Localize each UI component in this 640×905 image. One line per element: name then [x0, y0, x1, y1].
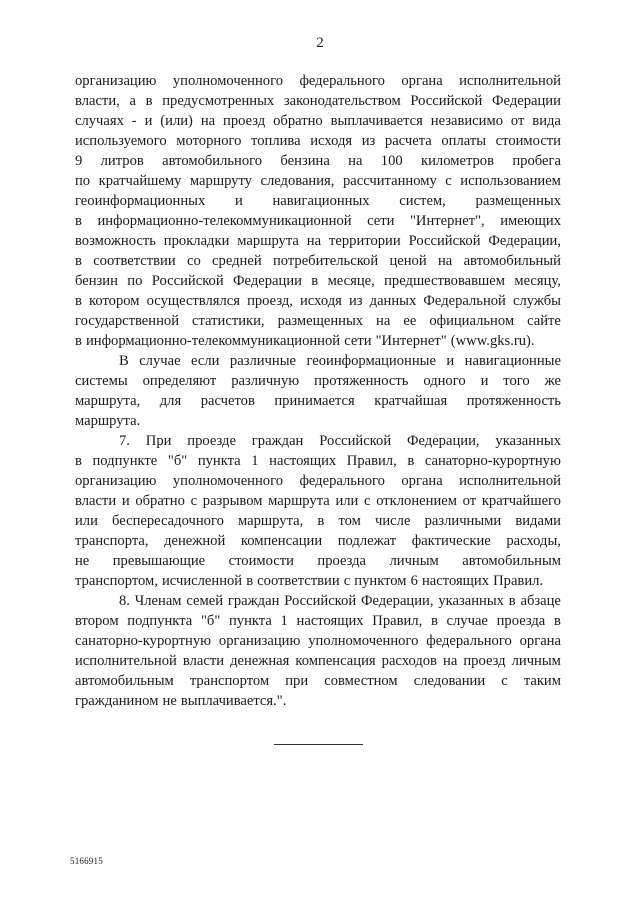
text-line: случаях - и (или) на проезд обратно выплачивается независимо от вида	[75, 113, 561, 129]
text-line: не превышающие стоимости проезда личным автомобильным	[75, 553, 561, 569]
text-line: возможность прокладки маршрута на территории Российской Федерации,	[75, 233, 561, 249]
text-line: государственной статистики, размещенных на ее официальном сайте	[75, 313, 561, 329]
paragraph	[75, 431, 561, 591]
text-line: 9 литров автомобильного бензина на 100 километров пробега	[75, 153, 561, 169]
text-line: 8. Членам семей граждан Российской Федерации, указанных в абзаце	[119, 593, 561, 609]
page-number: 2	[316, 35, 324, 51]
text-line: гражданином не выплачивается.".	[75, 693, 287, 709]
text-line: транспортом, исчисленной в соответствии с пунктом 6 настоящих Правил.	[75, 573, 544, 589]
text-line: маршрута.	[75, 413, 141, 429]
text-line: в подпункте "б" пункта 1 настоящих Правил, в санаторно-курортную	[75, 453, 561, 469]
text-line: в котором осуществлялся проезд, исходя из данных Федеральной службы	[75, 293, 561, 309]
text-line: исполнительной власти денежная компенсация расходов на проезд личным	[75, 653, 561, 669]
document-body	[75, 71, 561, 711]
text-line: В случае если различные геоинформационные и навигационные	[119, 353, 561, 369]
text-line: геоинформационных и навигационных систем, размещенных	[75, 193, 561, 209]
paragraph	[75, 351, 561, 431]
text-line: или беспересадочного маршрута, в том числе различными видами	[75, 513, 561, 529]
text-line: системы определяют различную протяженность одного и того же	[75, 373, 561, 389]
paragraph	[75, 71, 561, 351]
text-line: санаторно-курортную организацию уполномоченного федерального органа	[75, 633, 561, 649]
text-line: втором подпункта "б" пункта 1 настоящих Правил, в случае проезда в	[75, 613, 561, 629]
text-line: власти, а в предусмотренных законодательством Российской Федерации	[75, 93, 561, 109]
text-line: бензин по Российской Федерации в месяце, предшествовавшем месяцу,	[75, 273, 561, 289]
text-line: организацию уполномоченного федерального органа исполнительной	[75, 473, 561, 489]
text-line: в соответствии со средней потребительской ценой на автомобильный	[75, 253, 561, 269]
text-line: в информационно-телекоммуникационной сети "Интернет" (www.gks.ru).	[75, 333, 535, 349]
text-line: по кратчайшему маршруту следования, рассчитанному с использованием	[75, 173, 561, 189]
text-line: 7. При проезде граждан Российской Федерации, указанных	[119, 433, 561, 449]
text-line: в информационно-телекоммуникационной сети "Интернет", имеющих	[75, 213, 561, 229]
text-line: автомобильным транспортом при совместном следовании с таким	[75, 673, 561, 689]
text-line: маршрута, для расчетов принимается кратчайшая протяженность	[75, 393, 561, 409]
paragraph	[75, 591, 561, 711]
text-line: транспорта, денежной компенсации подлежат фактические расходы,	[75, 533, 561, 549]
text-line: используемого моторного топлива исходя из расчета оплаты стоимости	[75, 133, 561, 149]
text-line: власти и обратно с разрывом маршрута или с отклонением от кратчайшего	[75, 493, 561, 509]
text-line: организацию уполномоченного федерального органа исполнительной	[75, 73, 561, 89]
end-divider	[274, 744, 363, 745]
document-code: 5166915	[70, 856, 103, 866]
